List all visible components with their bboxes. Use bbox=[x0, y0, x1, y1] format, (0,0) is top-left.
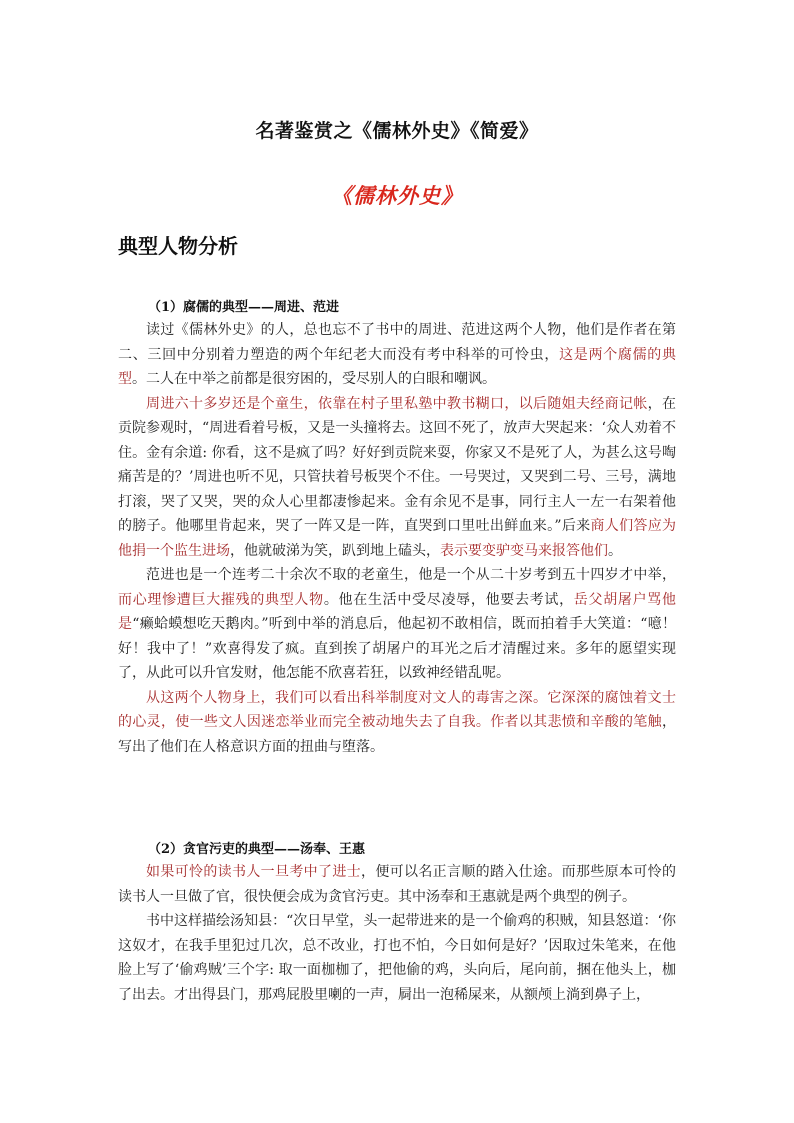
text-run: 。他在生活中受尽凌辱，他要去考试， bbox=[323, 591, 574, 608]
highlight-run: 周进六十多岁还是个童生，依靠在村子里私塾中教书糊口，以后随姐夫经商记帐 bbox=[146, 395, 648, 412]
text-run: “癞蛤蟆想吃天鹅肉。”听到中举的消息后，他起初不敢相信，既而拍着手大笑道：“噫！好！我中了！”欢喜得发了疯。直到挨了胡屠户的耳光之后才清醒过来。多年的愿望实现了，从此可以升官发财，他怎能不欣喜若狂，以致神经错乱呢。 bbox=[118, 616, 676, 681]
paragraph-4 bbox=[118, 686, 676, 760]
text-run: ，他就破涕为笑，趴到地上磕头， bbox=[230, 542, 440, 559]
text-run: 读过《儒林外史》的人，总也忘不了书中的周进、范进这两个人物，他们是作者在第二、三回中分别着力塑造的两个年纪老大而没有考中科举的可怜虫， bbox=[118, 322, 676, 363]
highlight-run: 表示要变驴变马来报答他们 bbox=[440, 542, 608, 559]
paragraph-1 bbox=[118, 318, 676, 392]
section-heading: 典型人物分析 bbox=[118, 234, 238, 258]
body-block-2 bbox=[118, 860, 676, 1007]
body-block-1 bbox=[118, 318, 676, 759]
text-run: 。二人在中举之前都是很穷困的，受尽别人的白眼和嘲讽。 bbox=[132, 371, 496, 387]
highlight-run: 从这两个人物身上，我们可以看出科举制度对文人的毒害之深。它深深的腐蚀着文士的心灵，使一些文人因迷恋举业而完全被动地失去了自我。作者以其悲愤和辛酸的笔触 bbox=[118, 689, 676, 730]
paragraph-3 bbox=[118, 563, 676, 686]
highlight-run: 岳父胡屠户骂他是 bbox=[118, 591, 677, 632]
paragraph-2 bbox=[118, 392, 676, 564]
paragraph-6: 书中这样描绘汤知县：“次日早堂，头一起带进来的是一个偷鸡的积贼，知县怒道：‘你这奴才，在我手里犯过几次，总不改业，打也不怕，今日如何是好？’因取过朱笔来，在他脸上写了‘偷鸡贼’三个字: 取一面枷枷了，把他偷的鸡，头向后，尾向前，捆在他头上，枷了出去。才出得县门，那鸡屁股里喇的一声，屙出一泡稀屎来，从额颅上淌到鼻子上， bbox=[118, 913, 676, 1003]
highlight-run: 这是两个腐儒的典型 bbox=[118, 346, 677, 387]
highlight-run: 如果可怜的读书人一旦考中了进士 bbox=[146, 864, 361, 880]
text-run: ，写出了他们在人格意识方面的扭曲与堕落。 bbox=[118, 714, 676, 755]
highlight-run: 商人们答应为他捐一个监生进场 bbox=[118, 518, 677, 559]
highlight-run: 而心理惨遭巨大摧残的典型人物 bbox=[118, 591, 324, 608]
text-run: ，在贡院参观时，“周进看着号板，又是一头撞将去。这回不死了，放声大哭起来：‘众人劝着不住。金有余道: 你看，这不是疯了吗？好好到贡院来耍，你家又不是死了人，为甚么这号啕痛苦是的？’周进也听不见，只管扶着号板哭个不住。一号哭过，又哭到二号、三号，满地打滚，哭了又哭，哭的众人心里都凄惨起来。金有余见不是事，同行主人一左一右架着他的膀子。他哪里肯起来，哭了一阵又是一阵，直哭到口里吐出鲜血来。”后来 bbox=[118, 395, 677, 534]
paragraph-5 bbox=[118, 860, 676, 909]
text-run: 。 bbox=[608, 542, 622, 559]
document-title: 名著鉴赏之《儒林外史》《简爱》 bbox=[255, 120, 539, 142]
text-run: 范进也是一个连考二十余次不取的老童生，他是一个从二十岁考到五十四岁才中举， bbox=[146, 567, 676, 583]
subheading-2: （2）贪官污吏的典型——汤奉、王惠 bbox=[148, 842, 366, 857]
book-title: 《儒林外史》 bbox=[331, 183, 463, 208]
subheading-1: （1）腐儒的典型——周进、范进 bbox=[148, 300, 340, 315]
text-run: ，便可以名正言顺的踏入仕途。而那些原本可怜的读书人一旦做了官，很快便会成为贪官污吏。其中汤奉和王惠就是两个典型的例子。 bbox=[118, 864, 676, 905]
